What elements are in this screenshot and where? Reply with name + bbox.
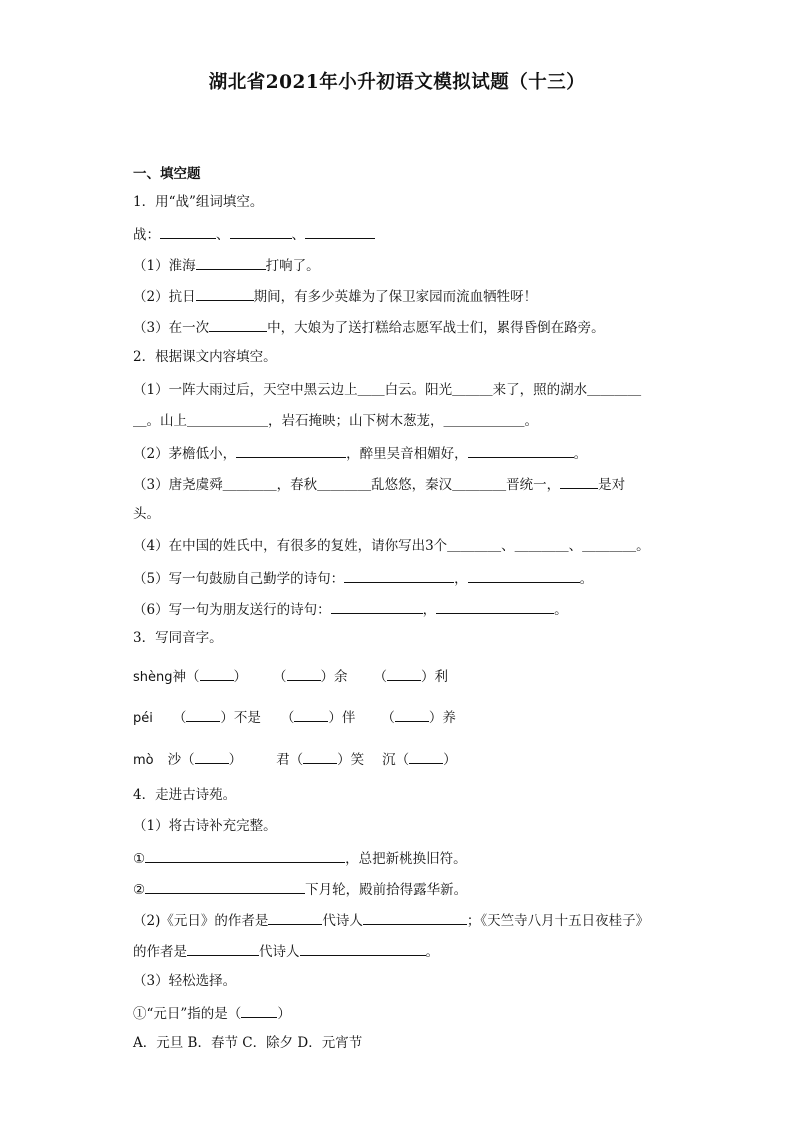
section-heading: 一、填空题 — [133, 166, 201, 182]
answer-blank[interactable] — [305, 224, 375, 239]
item-text: 代诗人 — [259, 944, 300, 960]
question-2-line-8 — [133, 599, 568, 619]
answer-blank[interactable] — [209, 317, 267, 332]
question-4-sub-2-line-1 — [133, 910, 649, 930]
item-text: 打响了。 — [265, 258, 320, 274]
answer-blank[interactable] — [145, 848, 345, 863]
item-text: （6）写一句为朋友送行的诗句： — [133, 602, 331, 618]
homophone-row-shèng — [133, 666, 448, 687]
item-text: ） — [228, 752, 243, 768]
item-text: ） — [233, 669, 248, 685]
question-2-stem: 2．根据课文内容填空。 — [133, 349, 277, 365]
answer-blank[interactable] — [196, 255, 266, 270]
answer-blank[interactable] — [436, 599, 554, 614]
homophone-row-mò — [133, 749, 457, 770]
item-text: （2）抗日 — [133, 289, 196, 305]
pinyin-label: shèng — [133, 670, 173, 685]
question-2-line-4 — [133, 474, 625, 494]
question-4-sub-3: （3）轻松选择。 — [133, 973, 237, 989]
answer-blank[interactable] — [186, 707, 220, 722]
item-text: 神（ — [172, 669, 200, 685]
answer-blank[interactable] — [303, 749, 337, 764]
item-text: （3）唐尧虞舜＿＿＿＿，春秋＿＿＿＿乱悠悠，秦汉＿＿＿＿晋统一， — [133, 477, 561, 493]
item-text: ， — [422, 602, 437, 618]
page-title: 湖北省2021年小升初语文模拟试题（十三） — [208, 72, 586, 93]
question-2-line-2: ＿。山上＿＿＿＿＿＿，岩石掩映；山下树木葱茏，＿＿＿＿＿＿。 — [133, 413, 538, 429]
item-text: （ — [373, 669, 388, 685]
item-text: （3）在一次 — [133, 320, 210, 336]
item-text: （ — [381, 710, 395, 726]
answer-blank[interactable] — [395, 707, 429, 722]
item-text: （1）淮海 — [133, 258, 196, 274]
answer-blank[interactable] — [160, 224, 216, 239]
answer-blank[interactable] — [287, 666, 321, 681]
item-text: ）笑 — [337, 752, 365, 768]
answer-blank[interactable] — [387, 666, 421, 681]
question-1-stem: 1．用“战”组词填空。 — [133, 194, 264, 210]
answer-blank[interactable] — [145, 879, 305, 894]
answer-blank[interactable] — [196, 286, 254, 301]
item-text: 是对 — [598, 477, 626, 493]
item-text: ） — [277, 1006, 291, 1022]
item-text: ， — [454, 571, 468, 587]
answer-blank[interactable] — [331, 599, 423, 614]
item-text: （ — [172, 710, 187, 726]
question-1-item-3 — [133, 317, 605, 337]
question-1-item-2 — [133, 286, 537, 306]
answer-blank[interactable] — [195, 749, 229, 764]
item-text: ① — [133, 851, 146, 867]
pinyin-label: péi — [133, 711, 153, 726]
row-lead: 战： — [133, 227, 160, 243]
item-text: （2）茅檐低小， — [133, 446, 237, 462]
question-2-line-1: （1）一阵大雨过后，天空中黑云边上＿＿白云。阳光＿＿＿来了，照的湖水＿＿＿＿ — [133, 382, 642, 398]
item-text: ② — [133, 882, 146, 898]
item-text: 。 — [573, 446, 588, 462]
question-3-stem: 3．写同音字。 — [133, 630, 223, 646]
question-1-item-1 — [133, 255, 320, 275]
item-text: ）伴 — [328, 710, 356, 726]
item-text: 沙（ — [167, 752, 195, 768]
answer-blank[interactable] — [300, 941, 426, 956]
pinyin-label: mò — [133, 753, 154, 768]
question-2-line-5: 头。 — [133, 506, 160, 522]
item-text: ①“元日”指的是（ — [133, 1006, 242, 1022]
answer-blank[interactable] — [468, 443, 574, 458]
answer-blank[interactable] — [468, 568, 580, 583]
answer-blank[interactable] — [187, 941, 259, 956]
item-text: ）不是 — [220, 710, 261, 726]
item-text: 代诗人 — [322, 913, 363, 929]
poem-line-2 — [133, 879, 467, 899]
answer-blank[interactable] — [344, 568, 454, 583]
item-text: ；《天竺寺八月十五日夜桂子》 — [466, 913, 650, 929]
question-4-sub-1: （1）将古诗补充完整。 — [133, 818, 277, 834]
item-text: 。 — [425, 944, 439, 960]
answer-blank[interactable] — [363, 910, 467, 925]
item-text: 期间，有多少英雄为了保卫家园而流血牺牲呀！ — [253, 289, 538, 305]
choice-question-1 — [133, 1003, 291, 1023]
item-text: 。 — [554, 602, 568, 618]
item-text: ）余 — [320, 669, 348, 685]
poem-line-1 — [133, 848, 467, 868]
answer-blank[interactable] — [236, 443, 346, 458]
item-text: 沉（ — [382, 752, 410, 768]
answer-blank[interactable] — [268, 910, 322, 925]
item-text: 的作者是 — [133, 944, 187, 960]
choice-options: A．元旦 B．春节 C．除夕 D．元宵节 — [133, 1035, 363, 1051]
answer-blank[interactable] — [294, 707, 328, 722]
question-2-line-6: （4）在中国的姓氏中，有很多的复姓，请你写出3个＿＿＿＿、＿＿＿＿、＿＿＿＿。 — [133, 538, 650, 554]
item-text: 。 — [579, 571, 594, 587]
answer-blank[interactable] — [200, 666, 234, 681]
question-2-line-7 — [133, 568, 593, 588]
separator: 、 — [216, 227, 230, 243]
item-text: ，总把新桃换旧符。 — [345, 851, 467, 867]
item-text: （2)《元日》的作者是 — [133, 913, 269, 929]
item-text: 中，大娘为了送打糕给志愿军战士们，累得昏倒在路旁。 — [267, 320, 605, 336]
item-text: ）利 — [421, 669, 449, 685]
homophone-row-péi — [133, 707, 456, 728]
item-text: （5）写一句鼓励自己勤学的诗句： — [133, 571, 345, 587]
item-text: （ — [280, 710, 295, 726]
item-text: （ — [273, 669, 287, 685]
item-text: ） — [443, 752, 457, 768]
question-1-word-row — [133, 224, 375, 244]
question-2-line-3 — [133, 443, 587, 463]
separator: 、 — [291, 227, 305, 243]
answer-blank[interactable] — [560, 474, 598, 489]
question-4-sub-2-line-2 — [133, 941, 439, 961]
item-text: 君（ — [276, 752, 304, 768]
item-text: ，醉里吴音相媚好， — [346, 446, 468, 462]
item-text: 下月轮，殿前拾得露华新。 — [305, 882, 468, 898]
answer-blank[interactable] — [241, 1003, 277, 1018]
question-4-stem: 4．走进古诗苑。 — [133, 787, 237, 803]
answer-blank[interactable] — [409, 749, 443, 764]
item-text: ）养 — [428, 710, 456, 726]
answer-blank[interactable] — [230, 224, 292, 239]
